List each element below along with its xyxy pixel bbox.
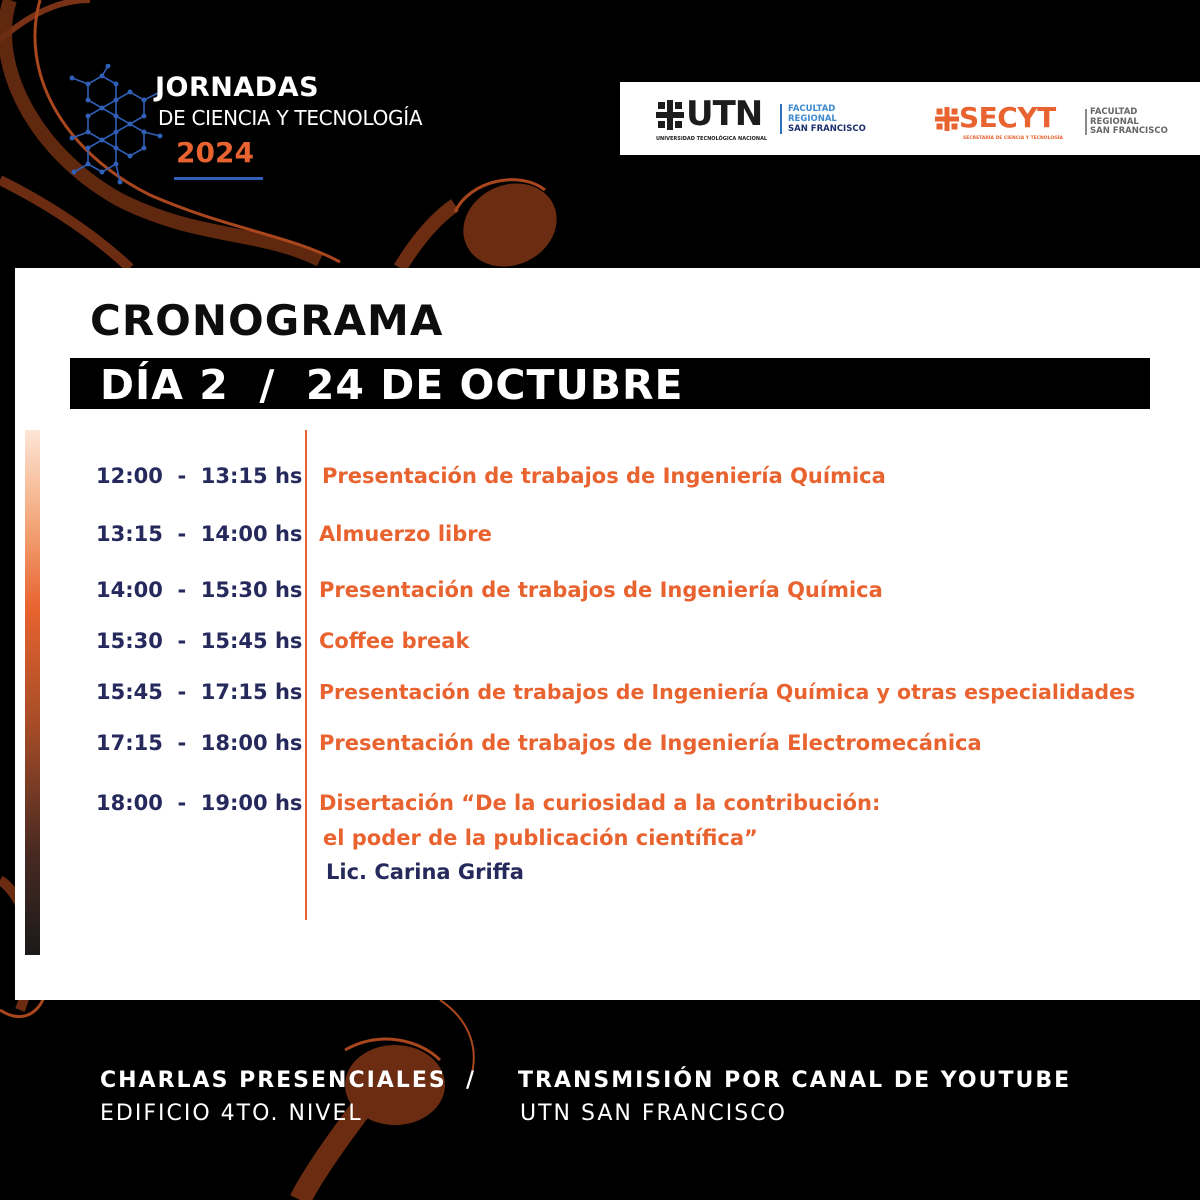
- row-activity: Almuerzo libre: [319, 522, 492, 546]
- row-speaker: Lic. Carina Griffa: [326, 860, 524, 884]
- day-label: DÍA 2 / 24 DE OCTUBRE: [100, 361, 684, 409]
- molecule-icon: [60, 64, 170, 204]
- event-subtitle: DE CIENCIA Y TECNOLOGÍA: [158, 106, 423, 130]
- schedule-card: [15, 268, 1200, 1000]
- logos-strip: [620, 82, 1200, 155]
- event-title: JORNADAS: [155, 72, 320, 103]
- secyt-separator: [1085, 109, 1087, 135]
- footer-stream-title: TRANSMISIÓN POR CANAL DE YOUTUBE: [518, 1068, 1072, 1093]
- day-banner: [70, 358, 1150, 409]
- row-time: 18:00 - 19:00 hs: [96, 791, 303, 815]
- timeline-divider: [305, 430, 307, 920]
- utn-logo: [656, 94, 876, 142]
- timeline-gradient-bar: [25, 430, 40, 955]
- footer-stream-channel: UTN SAN FRANCISCO: [520, 1101, 787, 1126]
- utn-star-icon: [656, 100, 684, 130]
- secyt-star-icon: [935, 107, 959, 131]
- event-header: [60, 64, 500, 194]
- footer-presencial-location: EDIFICIO 4TO. NIVEL: [100, 1101, 363, 1126]
- row-time: 14:00 - 15:30 hs: [96, 578, 303, 602]
- event-year: 2024: [176, 136, 254, 169]
- row-activity-line2: el poder de la publicación científica”: [323, 826, 758, 850]
- row-activity: Presentación de trabajos de Ingeniería Electromecánica: [319, 731, 982, 755]
- row-time: 13:15 - 14:00 hs: [96, 522, 303, 546]
- utn-separator: [780, 104, 782, 134]
- year-underline: [174, 177, 263, 180]
- row-time: 12:00 - 13:15 hs: [96, 464, 303, 488]
- utn-wordmark: UTN: [686, 94, 763, 134]
- row-activity: Presentación de trabajos de Ingeniería Química: [319, 578, 883, 602]
- row-activity: Presentación de trabajos de Ingeniería Química y otras especialidades: [319, 680, 1136, 704]
- footer-presencial-title: CHARLAS PRESENCIALES /: [100, 1068, 477, 1093]
- utn-subtitle: UNIVERSIDAD TECNOLÓGICA NACIONAL: [656, 136, 768, 142]
- row-activity: Disertación “De la curiosidad a la contribución:: [319, 791, 881, 815]
- row-time: 15:45 - 17:15 hs: [96, 680, 303, 704]
- secyt-subtitle: SECRETARÍA DE CIENCIA Y TECNOLOGÍA: [963, 136, 1064, 141]
- row-activity: Coffee break: [319, 629, 470, 653]
- row-activity: Presentación de trabajos de Ingeniería Química: [322, 464, 886, 488]
- row-time: 15:30 - 15:45 hs: [96, 629, 303, 653]
- secyt-wordmark: SECYT: [959, 101, 1056, 134]
- schedule-title: CRONOGRAMA: [90, 296, 444, 345]
- row-time: 17:15 - 18:00 hs: [96, 731, 303, 755]
- secyt-logo: [935, 101, 1185, 144]
- secyt-faculty: FACULTAD REGIONAL SAN FRANCISCO: [1090, 107, 1168, 136]
- utn-faculty: FACULTAD REGIONAL SAN FRANCISCO: [788, 104, 866, 134]
